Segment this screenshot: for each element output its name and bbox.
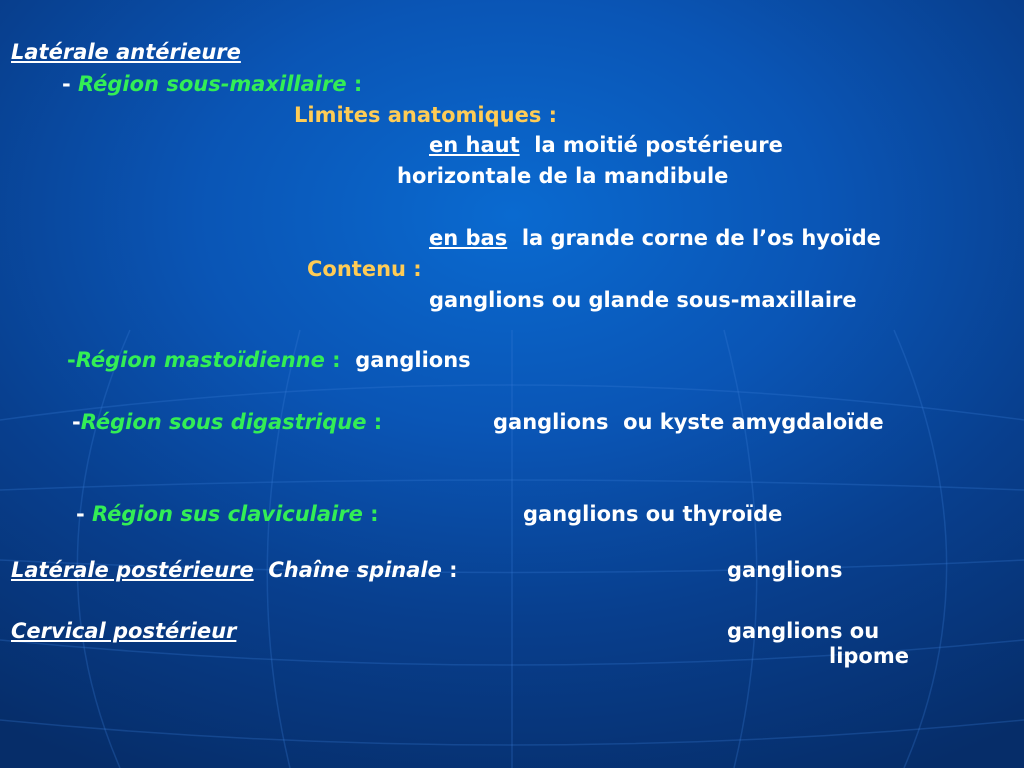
chaine-spinale-label: Chaîne spinale bbox=[268, 558, 442, 582]
region-sous-digastrique-label: Région sous digastrique bbox=[80, 410, 367, 434]
cervical-posterieur-text-line2: lipome bbox=[829, 644, 909, 668]
dash: - bbox=[67, 348, 76, 372]
en-haut-text: la moitié postérieure bbox=[534, 133, 783, 157]
region-sus-claviculaire-line bbox=[76, 501, 379, 527]
region-sus-claviculaire-label: Région sus claviculaire bbox=[92, 502, 363, 526]
limites-anatomiques-label: Limites anatomiques : bbox=[294, 103, 558, 127]
colon: : bbox=[362, 502, 379, 526]
colon: : bbox=[324, 348, 348, 372]
region-mastoidienne-label: Région mastoïdienne bbox=[75, 348, 325, 372]
region-sus-claviculaire-text: ganglions ou thyroïde bbox=[523, 502, 783, 526]
contenu-text: ganglions ou glande sous-maxillaire bbox=[429, 288, 857, 312]
heading-laterale-anterieure: Latérale antérieure bbox=[11, 40, 241, 64]
en-haut-text-continued: horizontale de la mandibule bbox=[397, 164, 729, 188]
region-sous-digastrique-line bbox=[72, 409, 382, 435]
laterale-posterieure-text: ganglions bbox=[727, 558, 843, 582]
colon: : bbox=[346, 72, 363, 96]
en-bas-line bbox=[429, 225, 881, 251]
contenu-label: Contenu : bbox=[307, 257, 422, 281]
cervical-posterieur-text-line1: ganglions ou bbox=[727, 619, 880, 643]
en-bas-label: en bas bbox=[429, 226, 508, 250]
dash: - bbox=[76, 502, 93, 526]
laterale-posterieure-line bbox=[11, 557, 458, 583]
region-mastoidienne-line bbox=[67, 347, 471, 373]
en-haut-label: en haut bbox=[429, 133, 520, 157]
heading-cervical-posterieur: Cervical postérieur bbox=[11, 619, 237, 643]
heading-laterale-posterieure: Latérale postérieure bbox=[11, 558, 254, 582]
region-sous-maxillaire-line bbox=[62, 71, 362, 97]
dash: - bbox=[72, 410, 81, 434]
colon: : bbox=[441, 558, 458, 582]
region-mastoidienne-text: ganglions bbox=[355, 348, 471, 372]
region-sous-digastrique-text: ganglions ou kyste amygdaloïde bbox=[493, 410, 884, 434]
en-bas-text: la grande corne de l’os hyoïde bbox=[521, 226, 881, 250]
region-sous-maxillaire-label: Région sous-maxillaire bbox=[78, 72, 347, 96]
colon: : bbox=[366, 410, 383, 434]
dash: - bbox=[62, 72, 79, 96]
en-haut-line bbox=[429, 132, 783, 158]
